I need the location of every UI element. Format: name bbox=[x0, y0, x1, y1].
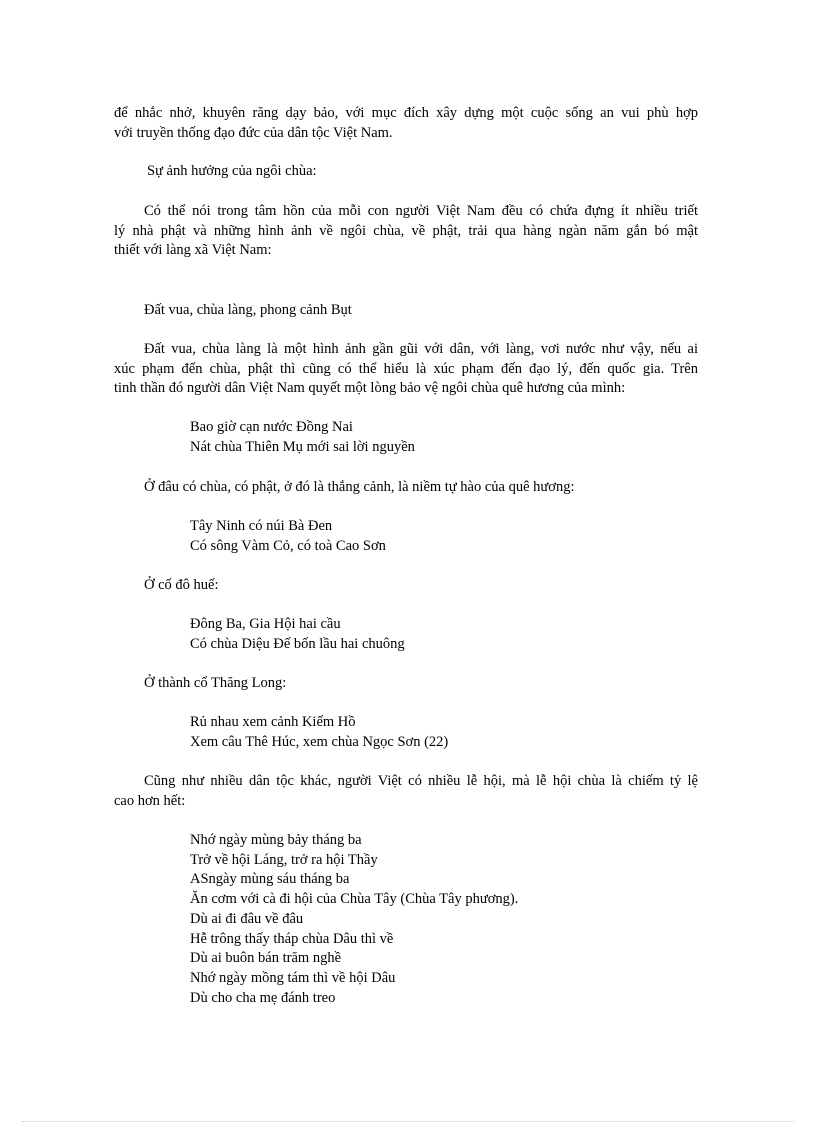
verse-block-dong-nai bbox=[190, 418, 415, 457]
verse-line: Hễ trông thấy tháp chùa Dâu thì về bbox=[190, 930, 394, 947]
verse-block-thang-long bbox=[190, 713, 448, 752]
paragraph-line: lý nhà phật và những hình ảnh về ngôi chùa, về phật, trải qua hàng ngàn năm gắn bó mật bbox=[114, 222, 698, 239]
verse-line: Ăn cơm với cà đi hội của Chùa Tây (Chùa Tây phương). bbox=[190, 891, 519, 908]
paragraph-hue: Ở cố đô huế: bbox=[144, 577, 219, 593]
paragraph-line: Có thể nói trong tâm hồn của mỗi con người Việt Nam đều có chứa đựng ít nhiều triết bbox=[144, 203, 698, 219]
paragraph-village-temple bbox=[114, 340, 698, 399]
paragraph-line: xúc phạm đến chùa, phật thì cũng có thể hiểu là xúc phạm đến đạo lý, đến quốc gia. Trên bbox=[114, 360, 698, 377]
paragraph-line: tinh thần đó người dân Việt Nam quyết một lòng bảo vệ ngôi chùa quê hương của mình: bbox=[114, 380, 626, 397]
paragraph-scenery: Ở đâu có chùa, có phật, ở đó là thắng cảnh, là niềm tự hào của quê hương: bbox=[144, 479, 575, 495]
verse-line: Đông Ba, Gia Hội hai cầu bbox=[190, 616, 341, 632]
verse-line: Nhớ ngày mùng bảy tháng ba bbox=[190, 832, 362, 848]
verse-line: Dù cho cha mẹ đánh treo bbox=[190, 989, 336, 1006]
verse-line: Dù ai buôn bán trăm nghề bbox=[190, 950, 342, 967]
paragraph-line: với truyền thống đạo đức của dân tộc Việt Nam. bbox=[114, 124, 393, 141]
paragraph-line: Đất vua, chùa làng là một hình ảnh gần gũi với dân, với làng, vơi nước như vậy, nếu ai bbox=[144, 341, 698, 357]
verse-line: Bao giờ cạn nước Đồng Nai bbox=[190, 419, 353, 435]
paragraph-temple-influence bbox=[114, 202, 698, 261]
verse-line: Nát chùa Thiên Mụ mới sai lời nguyền bbox=[190, 438, 415, 455]
verse-line: Có chùa Diệu Đế bốn lầu hai chuông bbox=[190, 635, 405, 652]
verse-line: Rủ nhau xem cảnh Kiếm Hồ bbox=[190, 714, 356, 730]
verse-line: Nhớ ngày mồng tám thì về hội Dâu bbox=[190, 969, 396, 986]
verse-block-hue bbox=[190, 615, 405, 654]
section-heading: Sự ảnh hưởng của ngôi chùa: bbox=[147, 163, 317, 179]
paragraph-line: để nhắc nhở, khuyên răng dạy bảo, với mục đích xây dựng một cuộc sống an vui phù hợp bbox=[114, 105, 698, 121]
verse-line: Có sông Vàm Cỏ, có toà Cao Sơn bbox=[190, 537, 386, 554]
paragraph-line: Cũng như nhiều dân tộc khác, người Việt có nhiều lễ hội, mà lễ hội chùa là chiếm tỷ lệ bbox=[144, 773, 698, 789]
verse-line: Tây Ninh có núi Bà Đen bbox=[190, 518, 333, 534]
verse-block-tay-ninh bbox=[190, 517, 386, 556]
paragraph-festivals bbox=[114, 772, 698, 811]
paragraph-thang-long: Ở thành cổ Thăng Long: bbox=[144, 675, 287, 691]
verse-line: ASngày mùng sáu tháng ba bbox=[190, 871, 350, 888]
paragraph-line: thiết với làng xã Việt Nam: bbox=[114, 242, 272, 259]
proverb: Đất vua, chùa làng, phong cảnh Bụt bbox=[144, 302, 352, 318]
page-bottom-divider bbox=[22, 1121, 794, 1122]
paragraph-line: cao hơn hết: bbox=[114, 792, 186, 809]
verse-line: Dù ai đi đâu về đâu bbox=[190, 910, 304, 927]
verse-line: Trở về hội Láng, trở ra hội Thầy bbox=[190, 851, 378, 868]
paragraph-intro bbox=[114, 104, 698, 143]
verse-block-festivals bbox=[190, 831, 518, 1008]
verse-line: Xem câu Thê Húc, xem chùa Ngọc Sơn (22) bbox=[190, 733, 449, 750]
